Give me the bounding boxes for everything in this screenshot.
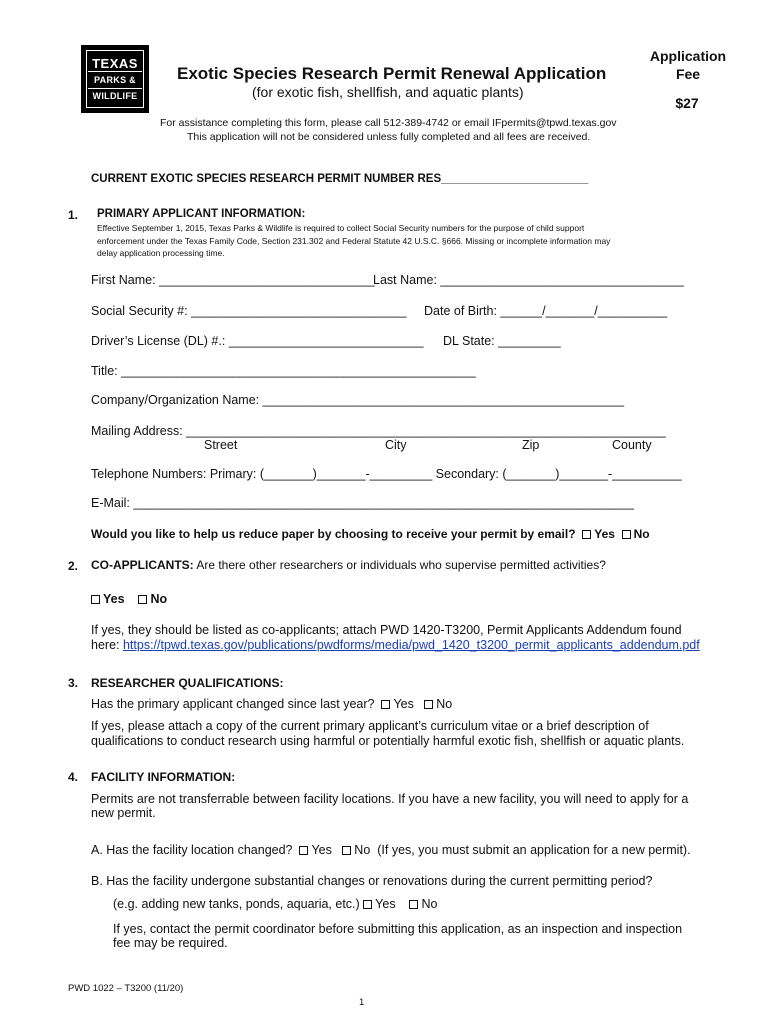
qualifications-question — [91, 697, 452, 711]
drivers-license-field[interactable]: Driver’s License (DL) #.: ____________________________ — [91, 334, 424, 348]
section-3-number: 3. — [68, 676, 79, 690]
section-4-number: 4. — [68, 770, 79, 784]
street-label: Street — [204, 438, 238, 452]
yes-label: Yes — [103, 592, 125, 606]
qualifications-question-text: Has the primary applicant changed since last year? — [91, 697, 375, 711]
logo-divider — [88, 71, 142, 72]
title-field[interactable]: Title: ___________________________________________________ — [91, 364, 476, 378]
notice-text: This application will not be considered unless fully completed and all fees are received. — [187, 131, 591, 143]
company-field[interactable]: Company/Organization Name: ____________________________________________________ — [91, 393, 625, 407]
last-name-field[interactable]: Last Name: ___________________________________ — [373, 273, 684, 287]
co-applicants-text: If yes, they should be listed as co-applicants; attach PWD 1420-T3200, Permit Applicants Addendum found — [91, 623, 682, 637]
facility-question-a-note: (If yes, you must submit an application for a new permit). — [377, 843, 691, 857]
yes-checkbox[interactable] — [91, 595, 100, 604]
form-subtitle: (for exotic fish, shellfish, and aquatic plants) — [252, 84, 524, 100]
section-2-number: 2. — [68, 559, 79, 573]
county-label: County — [612, 438, 652, 452]
facility-question-b-eg: (e.g. adding new tanks, ponds, aquaria, etc.) — [113, 897, 360, 911]
section-1-heading: PRIMARY APPLICANT INFORMATION: — [97, 208, 306, 220]
ssn-notice-line: delay application processing time. — [97, 248, 225, 258]
facility-b-text-line1: If yes, contact the permit coordinator before submitting this application, as an inspection and inspection — [113, 922, 683, 936]
link-prefix: here: — [91, 638, 120, 652]
facility-question-a-text: A. Has the facility location changed? — [91, 843, 293, 857]
assistance-text: For assistance completing this form, please call 512-389-4742 or email IFpermits@tpwd.texas.gov — [160, 117, 617, 129]
email-permit-question — [91, 527, 650, 541]
email-field[interactable]: E-Mail: ________________________________________________________________________ — [91, 496, 634, 510]
dob-field[interactable]: Date of Birth: ______/_______/__________ — [424, 304, 668, 318]
no-checkbox[interactable] — [138, 595, 147, 604]
yes-checkbox[interactable] — [299, 846, 308, 855]
no-label: No — [421, 897, 438, 911]
section-3-heading: RESEARCHER QUALIFICATIONS: — [91, 676, 284, 690]
qualifications-text-line2: qualifications to conduct research using harmful or potentially harmful exotic fish, shellfish or aquatic plants. — [91, 734, 685, 748]
facility-text-line1: Permits are not transferrable between facility locations. If you have a new facility, you will need to apply for a — [91, 792, 689, 806]
section-1-number: 1. — [68, 208, 79, 222]
yes-label: Yes — [594, 527, 615, 541]
form-id: PWD 1022 – T3200 (11/20) — [68, 983, 184, 994]
co-applicants-link-line — [91, 638, 700, 652]
dl-state-field[interactable]: DL State: _________ — [443, 334, 561, 348]
co-applicants-options — [91, 592, 167, 606]
section-2-question: Are there other researchers or individuals who supervise permitted activities? — [196, 558, 606, 572]
city-label: City — [385, 438, 407, 452]
first-name-field[interactable]: First Name: _______________________________ — [91, 273, 375, 287]
fee-amount: $27 — [675, 95, 699, 111]
mailing-address-field[interactable]: Mailing Address: _____________________________________________________________________ — [91, 424, 666, 438]
no-checkbox[interactable] — [342, 846, 351, 855]
ssn-notice — [97, 222, 707, 260]
addendum-link[interactable]: https://tpwd.texas.gov/publications/pwdforms/media/pwd_1420_t3200_permit_applicants_addendum.pdf — [122, 638, 700, 652]
section-4-heading: FACILITY INFORMATION: — [91, 770, 236, 784]
fee-label-line1: Application — [649, 48, 727, 64]
yes-checkbox[interactable] — [582, 530, 591, 539]
facility-question-b-example — [113, 897, 437, 911]
page-number: 1 — [359, 997, 365, 1008]
no-checkbox[interactable] — [622, 530, 631, 539]
logo-text-parks: PARKS & — [94, 75, 136, 85]
yes-label: Yes — [393, 697, 414, 711]
qualifications-text-line1: If yes, please attach a copy of the current primary applicant’s curriculum vitae or a brief description of — [91, 719, 649, 733]
section-2-heading: CO-APPLICANTS: — [91, 558, 194, 572]
telephone-field[interactable]: Telephone Numbers: Primary: (_______)_______-_________ Secondary: (_______)_______-__________ — [91, 467, 682, 481]
yes-label: Yes — [311, 843, 332, 857]
ssn-field[interactable]: Social Security #: _______________________________ — [91, 304, 407, 318]
facility-b-text-line2: fee may be required. — [113, 936, 228, 950]
no-label: No — [633, 527, 650, 541]
yes-label: Yes — [375, 897, 396, 911]
form-title: Exotic Species Research Permit Renewal Application — [177, 64, 607, 83]
permit-number-field[interactable]: CURRENT EXOTIC SPECIES RESEARCH PERMIT NUMBER RES_______________________ — [91, 173, 589, 185]
tpwd-logo — [81, 45, 149, 113]
zip-label: Zip — [522, 438, 540, 452]
logo-divider — [88, 88, 142, 89]
section-2-line — [91, 558, 606, 572]
facility-text-line2: new permit. — [91, 806, 156, 820]
no-label: No — [436, 697, 453, 711]
logo-text-wildlife: WILDLIFE — [92, 91, 138, 101]
email-permit-question-text: Would you like to help us reduce paper by choosing to receive your permit by email? — [91, 527, 576, 541]
facility-question-b: B. Has the facility undergone substantial changes or renovations during the current permitting period? — [91, 874, 653, 888]
yes-checkbox[interactable] — [363, 900, 372, 909]
facility-question-a — [91, 843, 691, 857]
no-checkbox[interactable] — [424, 700, 433, 709]
no-label: No — [150, 592, 168, 606]
fee-label-line2: Fee — [675, 66, 701, 82]
no-label: No — [354, 843, 371, 857]
ssn-notice-line: Effective September 1, 2015, Texas Parks & Wildlife is required to collect Social Security numbers for the purpose of child support — [97, 223, 585, 233]
no-checkbox[interactable] — [409, 900, 418, 909]
ssn-notice-line: enforcement under the Texas Family Code, Section 231.302 and Federal Statute 42 U.S.C. §666. Missing or incomplete information may — [97, 235, 611, 246]
yes-checkbox[interactable] — [381, 700, 390, 709]
logo-text-texas: TEXAS — [92, 56, 138, 71]
